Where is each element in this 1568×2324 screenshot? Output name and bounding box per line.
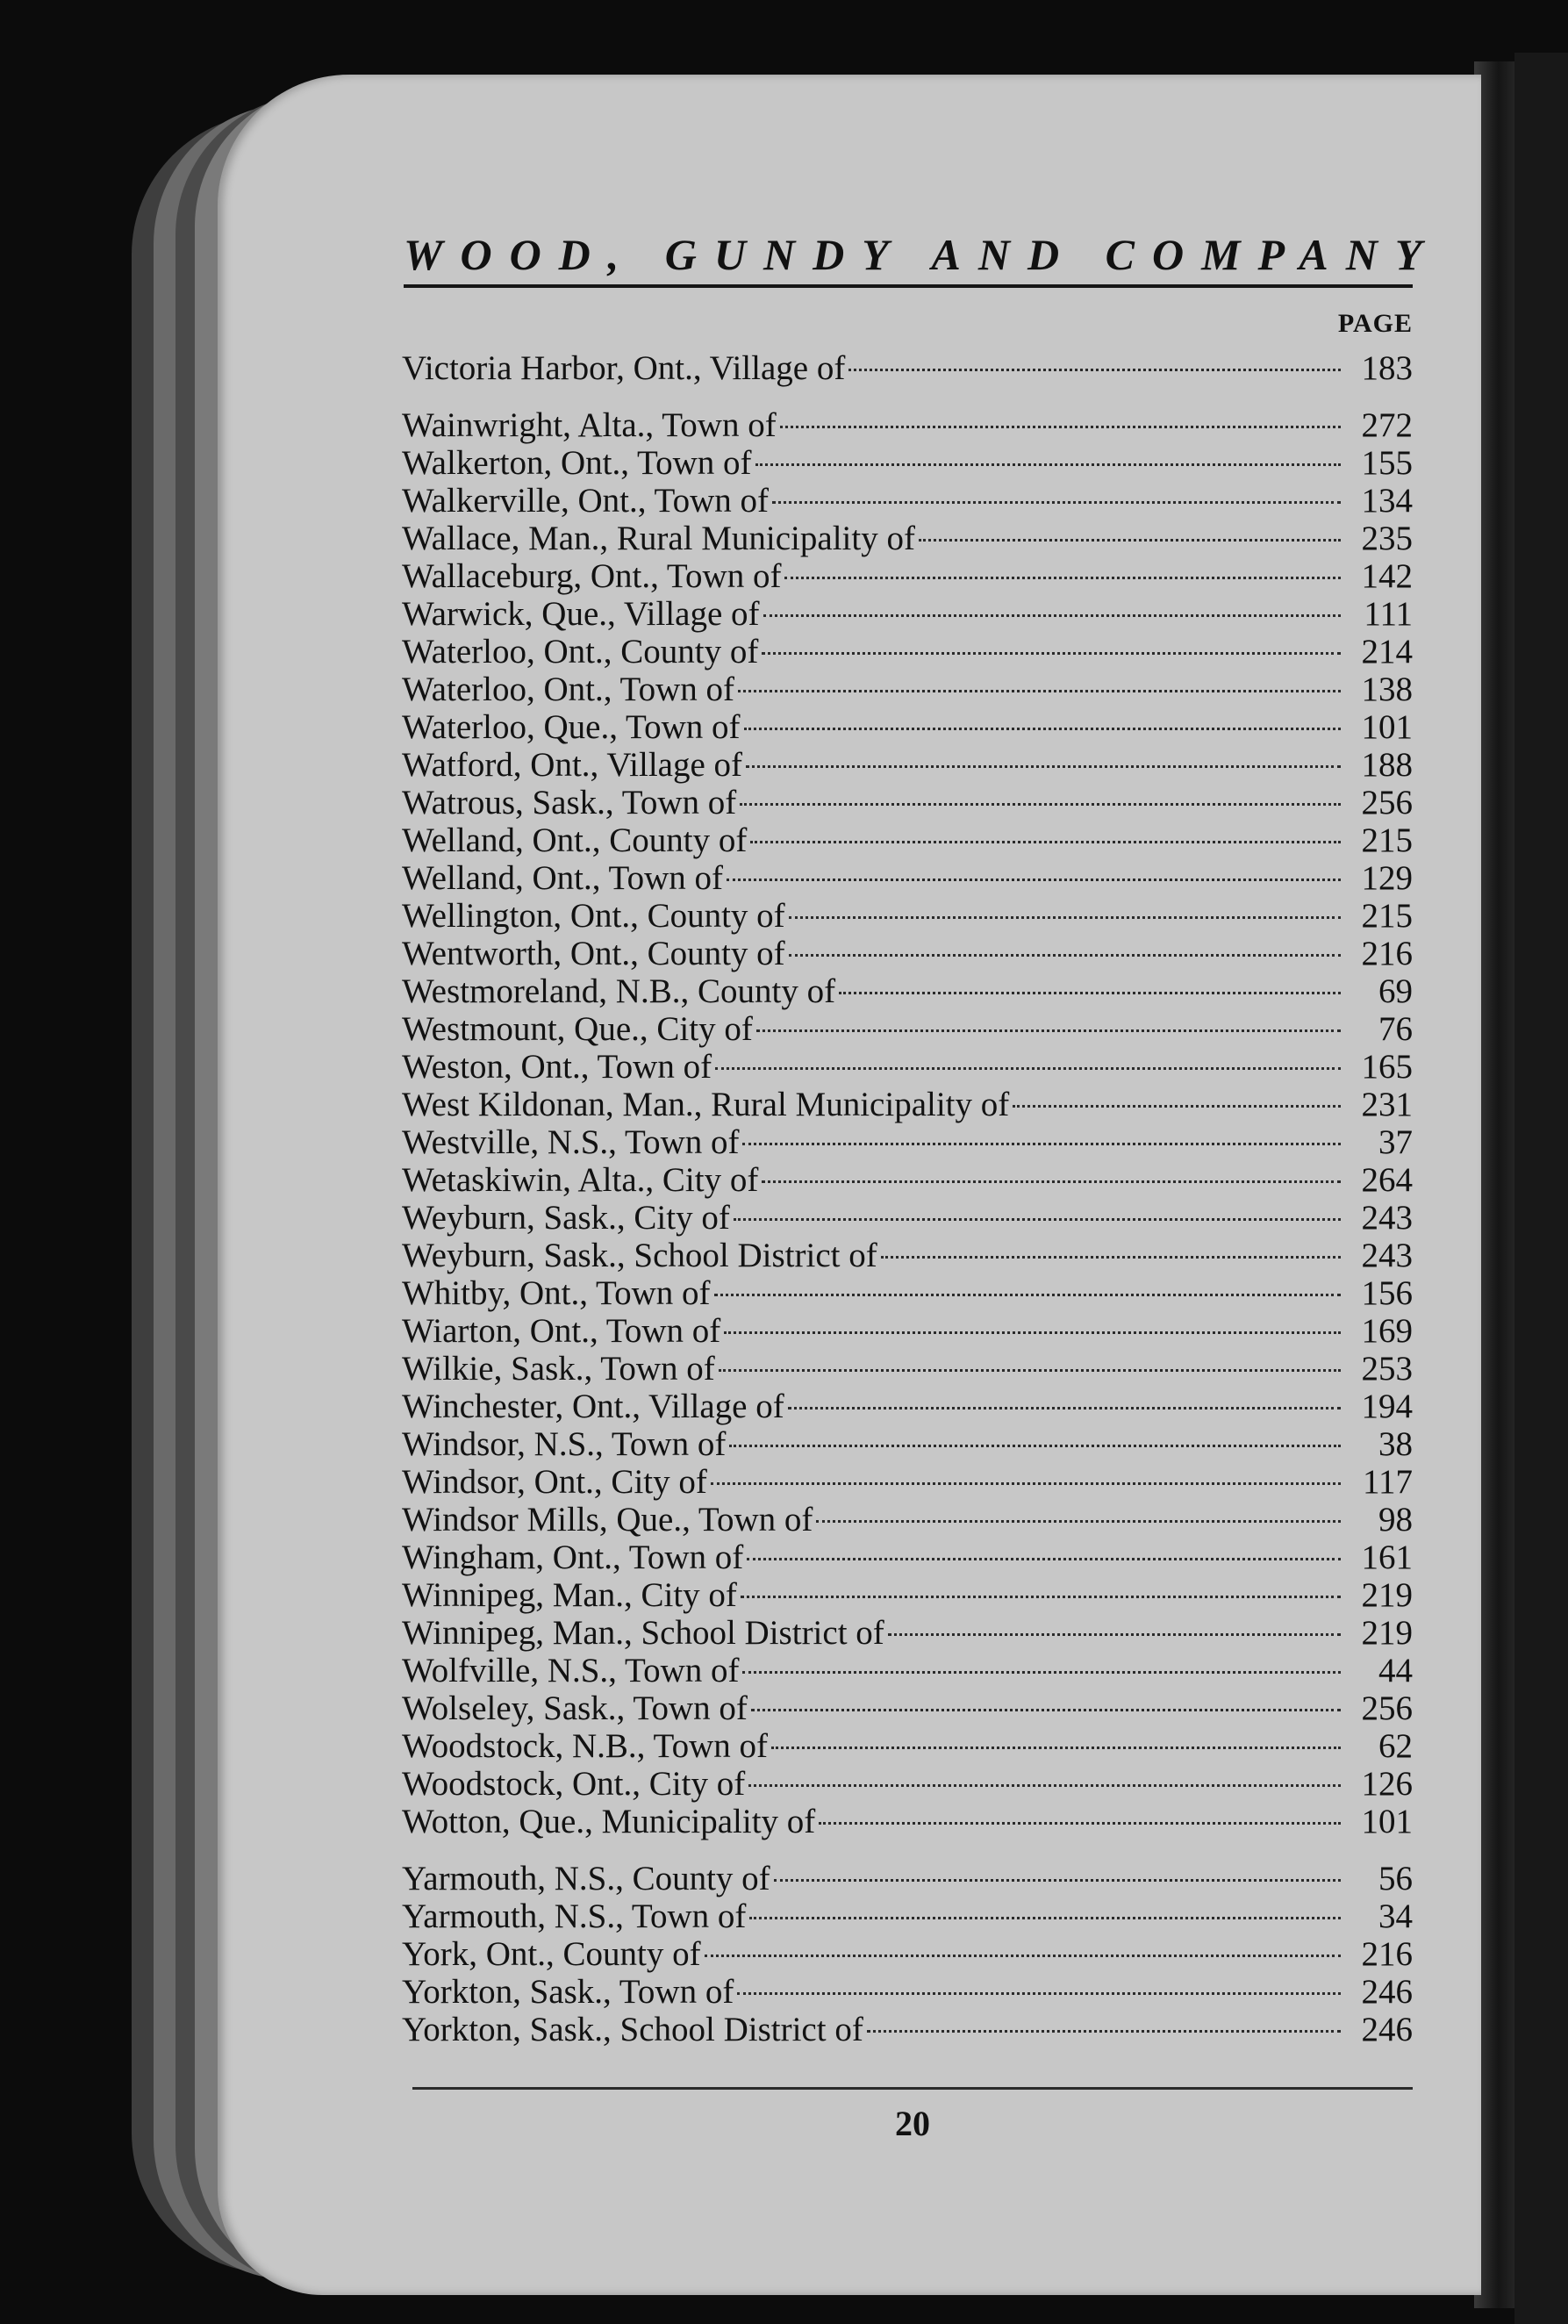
index-entry bbox=[402, 1765, 1413, 1803]
index-entry bbox=[402, 1860, 1413, 1897]
running-header: WOOD, GUNDY AND COMPANY bbox=[404, 230, 1413, 288]
index-entry bbox=[402, 897, 1413, 935]
entry-name: Waterloo, Ont., County of bbox=[402, 633, 759, 671]
entry-name: York, Ont., County of bbox=[402, 1935, 701, 1973]
entry-page: 34 bbox=[1378, 1897, 1413, 1935]
entry-page: 165 bbox=[1361, 1048, 1413, 1086]
index-entry bbox=[402, 1237, 1413, 1274]
entry-name: Windsor Mills, Que., Town of bbox=[402, 1501, 813, 1539]
dot-leader bbox=[788, 1407, 1341, 1409]
entry-name: Wallace, Man., Rural Municipality of bbox=[402, 520, 915, 557]
index-entry bbox=[402, 1463, 1413, 1501]
entry-name: Welland, Ont., Town of bbox=[402, 859, 724, 897]
entry-page: 69 bbox=[1378, 972, 1413, 1010]
entry-page: 188 bbox=[1361, 746, 1413, 784]
dot-leader bbox=[747, 1558, 1341, 1560]
entry-name: Westmount, Que., City of bbox=[402, 1010, 753, 1048]
entry-name: Welland, Ont., County of bbox=[402, 821, 748, 859]
index-entry bbox=[402, 1973, 1413, 2011]
entry-page: 169 bbox=[1361, 1312, 1413, 1350]
dot-leader bbox=[711, 1482, 1341, 1485]
entry-name: Wainwright, Alta., Town of bbox=[402, 406, 777, 444]
index-entry bbox=[402, 784, 1413, 821]
dot-leader bbox=[746, 765, 1341, 768]
entry-name: Waterloo, Que., Town of bbox=[402, 708, 741, 746]
entry-page: 161 bbox=[1361, 1539, 1413, 1576]
entry-page: 216 bbox=[1361, 1935, 1413, 1973]
index-entry bbox=[402, 746, 1413, 784]
entry-name: Weyburn, Sask., School District of bbox=[402, 1237, 877, 1274]
entry-name: Wilkie, Sask., Town of bbox=[402, 1350, 715, 1388]
dot-leader bbox=[763, 614, 1341, 617]
dot-leader bbox=[749, 1917, 1341, 1919]
index-entry bbox=[402, 671, 1413, 708]
entry-name: Woodstock, Ont., City of bbox=[402, 1765, 746, 1803]
dot-leader bbox=[839, 992, 1341, 994]
footer-rule bbox=[412, 2087, 1413, 2090]
index-entry bbox=[402, 482, 1413, 520]
dot-leader bbox=[848, 369, 1341, 371]
dot-leader bbox=[750, 841, 1341, 843]
entry-name: Westmoreland, N.B., County of bbox=[402, 972, 836, 1010]
entry-page: 142 bbox=[1361, 557, 1413, 595]
entry-page: 272 bbox=[1361, 406, 1413, 444]
index-entry bbox=[402, 1388, 1413, 1425]
entry-name: Wolseley, Sask., Town of bbox=[402, 1689, 748, 1727]
dot-leader bbox=[734, 1218, 1341, 1221]
entry-page: 76 bbox=[1378, 1010, 1413, 1048]
dot-leader bbox=[742, 1671, 1341, 1674]
index-entry bbox=[402, 595, 1413, 633]
dot-leader bbox=[744, 728, 1342, 730]
index-entry bbox=[402, 859, 1413, 897]
entry-name: Yorkton, Sask., Town of bbox=[402, 1973, 734, 2011]
entry-name: Winchester, Ont., Village of bbox=[402, 1388, 784, 1425]
dot-leader bbox=[789, 916, 1341, 919]
entry-name: Watford, Ont., Village of bbox=[402, 746, 743, 784]
entry-page: 264 bbox=[1361, 1161, 1413, 1199]
index-entry bbox=[402, 1652, 1413, 1689]
index-entry bbox=[402, 1539, 1413, 1576]
index-entry bbox=[402, 444, 1413, 482]
index-entry bbox=[402, 1048, 1413, 1086]
entry-name: Wentworth, Ont., County of bbox=[402, 935, 785, 972]
dot-leader bbox=[729, 1445, 1341, 1447]
dot-leader bbox=[784, 577, 1341, 579]
index-entry bbox=[402, 1010, 1413, 1048]
index-entry bbox=[402, 708, 1413, 746]
index-entry bbox=[402, 935, 1413, 972]
index-entry bbox=[402, 349, 1413, 387]
page-number: 20 bbox=[895, 2104, 930, 2143]
dot-leader bbox=[919, 539, 1341, 542]
dot-leader bbox=[1013, 1105, 1341, 1108]
entry-page: 216 bbox=[1361, 935, 1413, 972]
index-entry bbox=[402, 1897, 1413, 1935]
entry-page: 219 bbox=[1361, 1576, 1413, 1614]
dot-leader bbox=[705, 1955, 1341, 1957]
dot-leader bbox=[738, 690, 1341, 692]
entry-name: West Kildonan, Man., Rural Municipality of bbox=[402, 1086, 1010, 1123]
entry-name: Windsor, N.S., Town of bbox=[402, 1425, 727, 1463]
index-entry bbox=[402, 1803, 1413, 1840]
entry-name: Weston, Ont., Town of bbox=[402, 1048, 712, 1086]
entry-page: 215 bbox=[1361, 897, 1413, 935]
index-list bbox=[402, 349, 1413, 2048]
entry-page: 194 bbox=[1361, 1388, 1413, 1425]
index-entry bbox=[402, 1935, 1413, 1973]
dot-leader bbox=[771, 1747, 1341, 1749]
entry-name: Woodstock, N.B., Town of bbox=[402, 1727, 768, 1765]
index-entry bbox=[402, 520, 1413, 557]
entry-name: Wallaceburg, Ont., Town of bbox=[402, 557, 782, 595]
entry-page: 246 bbox=[1361, 1973, 1413, 2011]
entry-name: Wiarton, Ont., Town of bbox=[402, 1312, 721, 1350]
dot-leader bbox=[719, 1369, 1341, 1372]
entry-name: Winnipeg, Man., City of bbox=[402, 1576, 737, 1614]
entry-name: Wotton, Que., Municipality of bbox=[402, 1803, 816, 1840]
dot-leader bbox=[715, 1067, 1341, 1070]
entry-name: Watrous, Sask., Town of bbox=[402, 784, 737, 821]
entry-page: 155 bbox=[1361, 444, 1413, 482]
entry-page: 37 bbox=[1378, 1123, 1413, 1161]
entry-name: Westville, N.S., Town of bbox=[402, 1123, 740, 1161]
entry-page: 219 bbox=[1361, 1614, 1413, 1652]
entry-page: 253 bbox=[1361, 1350, 1413, 1388]
index-entry bbox=[402, 821, 1413, 859]
entry-name: Walkerton, Ont., Town of bbox=[402, 444, 752, 482]
dot-leader bbox=[742, 1143, 1341, 1145]
dot-leader bbox=[756, 1029, 1341, 1032]
entry-name: Victoria Harbor, Ont., Village of bbox=[402, 349, 846, 387]
dot-leader bbox=[816, 1520, 1341, 1523]
entry-page: 235 bbox=[1361, 520, 1413, 557]
entry-name: Weyburn, Sask., City of bbox=[402, 1199, 730, 1237]
dot-leader bbox=[714, 1294, 1342, 1296]
dot-leader bbox=[751, 1709, 1341, 1711]
entry-page: 126 bbox=[1361, 1765, 1413, 1803]
dot-leader bbox=[727, 879, 1341, 881]
page-column-label: PAGE bbox=[1337, 309, 1413, 338]
entry-page: 256 bbox=[1361, 1689, 1413, 1727]
entry-name: Wolfville, N.S., Town of bbox=[402, 1652, 740, 1689]
entry-page: 156 bbox=[1361, 1274, 1413, 1312]
entry-page: 44 bbox=[1378, 1652, 1413, 1689]
index-entry bbox=[402, 1689, 1413, 1727]
entry-name: Windsor, Ont., City of bbox=[402, 1463, 707, 1501]
index-entry bbox=[402, 406, 1413, 444]
dot-leader bbox=[755, 463, 1341, 466]
index-entry bbox=[402, 2011, 1413, 2048]
dot-leader bbox=[774, 1879, 1341, 1882]
dot-leader bbox=[867, 2030, 1341, 2033]
entry-page: 256 bbox=[1361, 784, 1413, 821]
index-entry bbox=[402, 1501, 1413, 1539]
index-entry bbox=[402, 557, 1413, 595]
facing-page-edge bbox=[1514, 53, 1568, 2324]
dot-leader bbox=[748, 1784, 1341, 1787]
entry-name: Yarmouth, N.S., Town of bbox=[402, 1897, 747, 1935]
dot-leader bbox=[888, 1633, 1341, 1636]
entry-page: 98 bbox=[1378, 1501, 1413, 1539]
index-entry bbox=[402, 1350, 1413, 1388]
entry-page: 183 bbox=[1361, 349, 1413, 387]
dot-leader bbox=[789, 954, 1341, 957]
entry-name: Winnipeg, Man., School District of bbox=[402, 1614, 884, 1652]
entry-page: 246 bbox=[1361, 2011, 1413, 2048]
entry-name: Yarmouth, N.S., County of bbox=[402, 1860, 770, 1897]
dot-leader bbox=[737, 1992, 1341, 1995]
index-entry bbox=[402, 1614, 1413, 1652]
entry-name: Whitby, Ont., Town of bbox=[402, 1274, 711, 1312]
index-entry bbox=[402, 1086, 1413, 1123]
index-entry bbox=[402, 1727, 1413, 1765]
dot-leader bbox=[881, 1256, 1341, 1259]
entry-page: 101 bbox=[1361, 708, 1413, 746]
entry-name: Wellington, Ont., County of bbox=[402, 897, 785, 935]
index-entry bbox=[402, 1312, 1413, 1350]
entry-name: Wingham, Ont., Town of bbox=[402, 1539, 744, 1576]
entry-name: Warwick, Que., Village of bbox=[402, 595, 760, 633]
entry-name: Wetaskiwin, Alta., City of bbox=[402, 1161, 759, 1199]
dot-leader bbox=[762, 652, 1341, 655]
entry-page: 129 bbox=[1361, 859, 1413, 897]
index-entry bbox=[402, 1425, 1413, 1463]
entry-name: Waterloo, Ont., Town of bbox=[402, 671, 735, 708]
index-entry bbox=[402, 1576, 1413, 1614]
dot-leader bbox=[762, 1180, 1341, 1183]
entry-page: 231 bbox=[1361, 1086, 1413, 1123]
index-entry bbox=[402, 633, 1413, 671]
entry-page: 101 bbox=[1361, 1803, 1413, 1840]
index-entry bbox=[402, 1199, 1413, 1237]
entry-name: Walkerville, Ont., Town of bbox=[402, 482, 769, 520]
entry-page: 117 bbox=[1362, 1463, 1413, 1501]
dot-leader bbox=[724, 1331, 1341, 1334]
entry-page: 134 bbox=[1361, 482, 1413, 520]
entry-page: 62 bbox=[1378, 1727, 1413, 1765]
index-entry bbox=[402, 1161, 1413, 1199]
entry-page: 56 bbox=[1378, 1860, 1413, 1897]
dot-leader bbox=[819, 1822, 1341, 1825]
index-entry bbox=[402, 1274, 1413, 1312]
dot-leader bbox=[741, 1596, 1341, 1598]
index-entry bbox=[402, 972, 1413, 1010]
entry-page: 243 bbox=[1361, 1199, 1413, 1237]
index-entry bbox=[402, 1123, 1413, 1161]
entry-page: 38 bbox=[1378, 1425, 1413, 1463]
dot-leader bbox=[740, 803, 1341, 806]
dot-leader bbox=[780, 426, 1341, 428]
entry-page: 215 bbox=[1361, 821, 1413, 859]
entry-page: 214 bbox=[1361, 633, 1413, 671]
entry-name: Yorkton, Sask., School District of bbox=[402, 2011, 863, 2048]
entry-page: 138 bbox=[1361, 671, 1413, 708]
dot-leader bbox=[772, 501, 1341, 504]
entry-page: 111 bbox=[1364, 595, 1413, 633]
entry-page: 243 bbox=[1361, 1237, 1413, 1274]
